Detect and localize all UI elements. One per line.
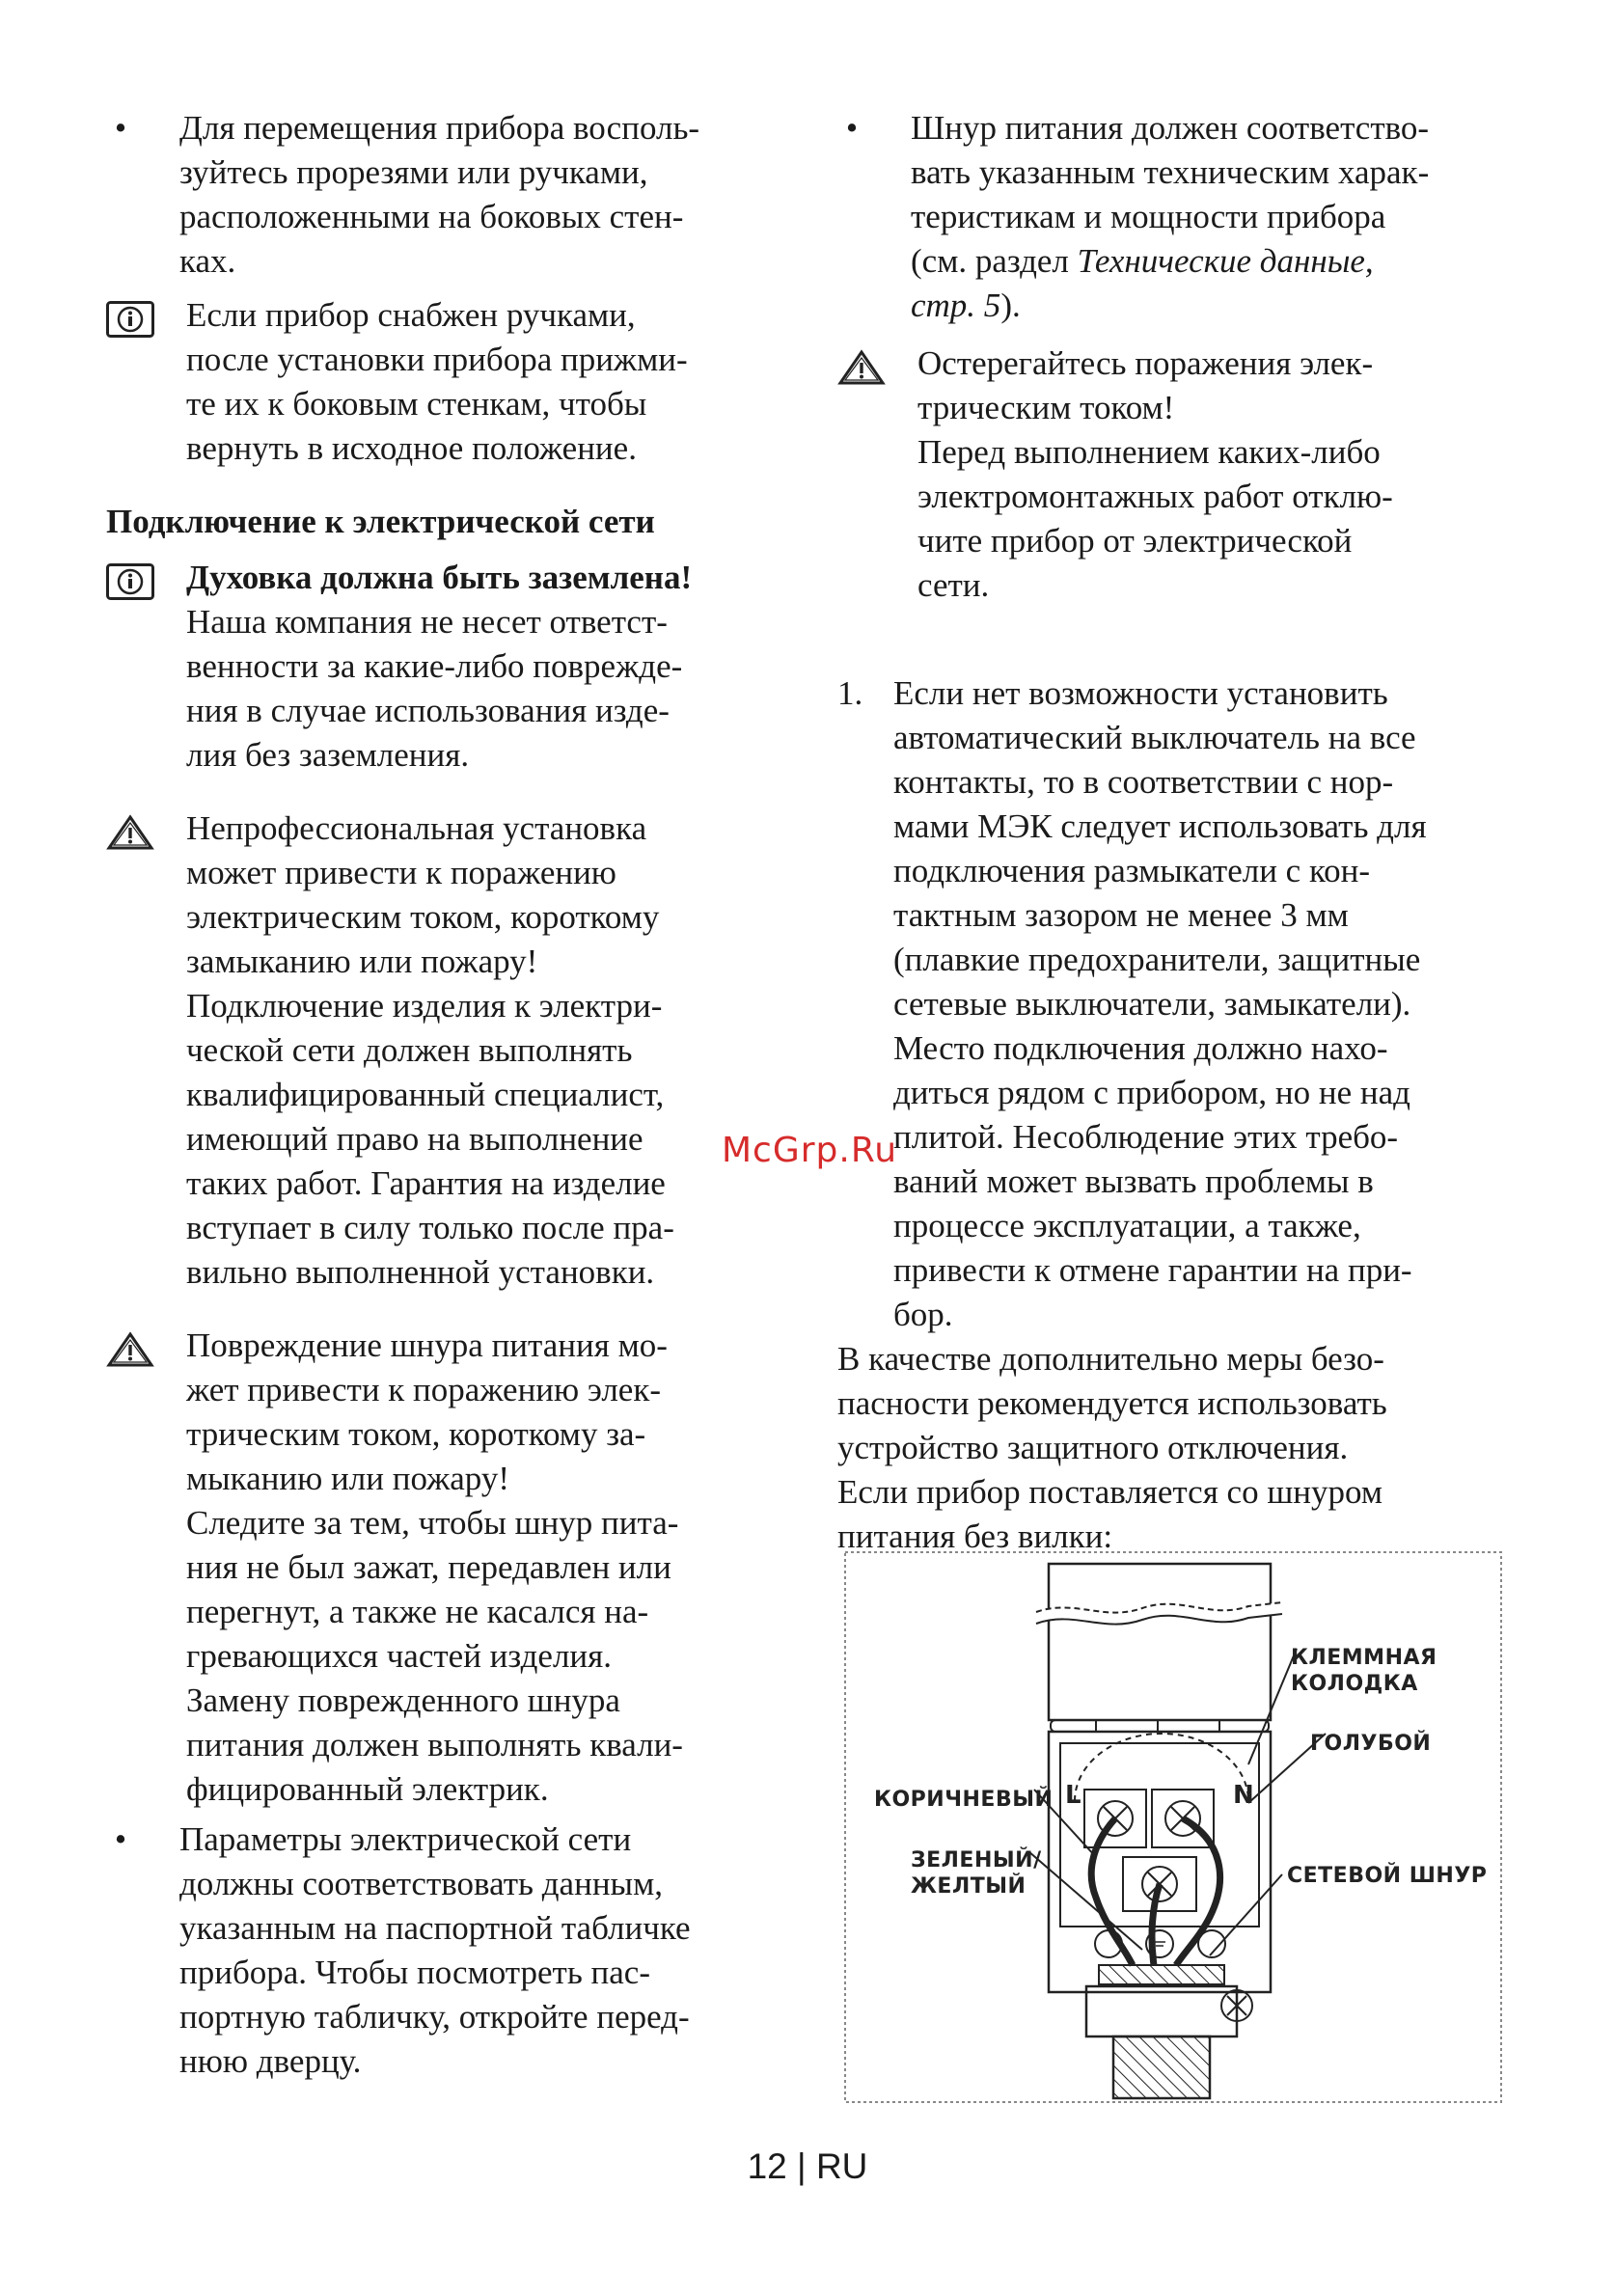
warning-text: Повреждение шнура питания мо- жет привести к поражению элек- трическим током, короткому за- мыканию или пожару! Следите за тем, чтобы шнур пита- ния не был зажат, передавлен или перегнут, а также не касался на- гревающихся частей изделия. Замену поврежденного шнура питания должен выполнять квали- фицированный электрик. xyxy=(186,1326,683,1808)
terminal-letter-n: N xyxy=(1233,1781,1254,1810)
info-icon xyxy=(106,301,154,338)
bullet-text xyxy=(911,106,1532,328)
label-green-yellow-wire: ЗЕЛЕНЫЙ/ ЖЕЛТЫЙ xyxy=(911,1848,1042,1899)
label-terminal-block: КЛЕММНАЯ КОЛОДКА xyxy=(1291,1646,1437,1696)
wiring-diagram xyxy=(843,1550,1503,2104)
safety-paragraph: В качестве дополнительно меры безо- пасности рекомендуется использовать устройство защитного отключения. Если прибор поставляется со шнуром питания без вилки: xyxy=(837,1340,1387,1555)
terminal-block xyxy=(1049,1732,1271,1992)
bullet-dot: • xyxy=(114,1820,127,1858)
label-blue-wire: ГОЛУБОЙ xyxy=(1310,1732,1432,1756)
right-column xyxy=(837,106,1532,1559)
warning-text: Непрофессиональная установка может привести к поражению электрическим током, короткому замыканию или пожару! Подключение изделия к электри- ческой сети должен выполнять квалифицированный специалист, имеющий право на выполнение таких работ. Гарантия на изделие вступает в силу только после пра- вильно выполненной установки. xyxy=(186,809,674,1291)
bullet-text-main: Шнур питания должен соответство- вать указанным техническим харак- теристикам и мощности прибора (см. раздел xyxy=(911,109,1430,280)
wire-green-yellow xyxy=(1152,1884,1160,1965)
info-text: Наша компания не несет ответст- венности за какие-либо поврежде- ния в случае использования изде- лия без заземления. xyxy=(186,603,683,774)
warning-note-cord xyxy=(106,1324,781,1812)
warning-triangle-icon xyxy=(837,349,886,386)
label-brown-wire: КОРИЧНЕВЫЙ xyxy=(874,1788,1054,1812)
info-note-grounding xyxy=(106,556,781,778)
page-footer xyxy=(0,2146,1615,2187)
warning-triangle-icon xyxy=(106,814,154,851)
page-language: RU xyxy=(815,2146,868,2186)
info-icon xyxy=(106,563,154,600)
bullet-item-moving xyxy=(106,106,781,284)
appliance-body xyxy=(1049,1564,1271,1720)
bullet-text-end: ). xyxy=(1000,287,1021,324)
grounding-warning-title: Духовка должна быть заземлена! xyxy=(186,559,693,596)
footer-separator: | xyxy=(797,2146,816,2186)
label-power-cord: СЕТЕВОЙ ШНУР xyxy=(1287,1864,1488,1888)
tech-data-reference: Технические данные, стр. 5 xyxy=(911,242,1374,324)
numbered-item-1 xyxy=(837,671,1532,1337)
left-column xyxy=(106,106,781,2084)
terminal-letter-l: L xyxy=(1065,1781,1081,1810)
warning-note-shock xyxy=(837,342,1532,608)
power-cord xyxy=(1113,2036,1210,2098)
connector-rail xyxy=(1051,1720,1269,1732)
info-note-handles xyxy=(106,293,781,471)
wire-brown xyxy=(1091,1818,1133,1965)
warning-triangle-icon xyxy=(106,1331,154,1368)
numbered-item-text: Если нет возможности установить автоматический выключатель на все контакты, то в соответствии с нор- мами МЭК следует использовать для подключения размыкатели с кон- тактным зазором не менее 3 мм (плавкие предохранители, защитные сетевые выключатели, замыкатели). Место подключения должно нахо- диться рядом с прибором, но не над плитой. Несоблюдение этих требо- ваний может вызвать проблемы в процессе эксплуатации, а также, привести к отмене гарантии на при- бор. xyxy=(893,674,1427,1333)
bullet-text: Параметры электрической сети должны соответствовать данным, указанным на паспортной табличке прибора. Чтобы посмотреть пас- портную табличку, откройте перед- нюю дверцу. xyxy=(179,1820,691,2080)
warning-note-installation xyxy=(106,806,781,1295)
bullet-dot: • xyxy=(114,109,127,147)
page-number: 12 xyxy=(747,2146,787,2186)
info-text: Если прибор снабжен ручками, после установки прибора прижми- те их к боковым стенкам, чтобы вернуть в исходное положение. xyxy=(186,296,688,467)
bullet-dot: • xyxy=(845,109,859,147)
watermark: McGrp.Ru xyxy=(722,1131,898,1170)
wiring-diagram-drawing xyxy=(843,1550,1503,2104)
bullet-text: Для перемещения прибора восполь- зуйтесь прорезями или ручками, расположенными на боковых стен- ках. xyxy=(179,109,700,280)
warning-text: Остерегайтесь поражения элек- трическим током! Перед выполнением каких-либо электромонтажных работ отклю- чите прибор от электрической сети. xyxy=(917,344,1393,604)
bullet-item-parameters xyxy=(106,1818,781,2084)
item-number: 1. xyxy=(837,674,863,712)
section-heading: Подключение к электрической сети xyxy=(106,503,655,540)
bullet-item-cord xyxy=(837,106,1532,328)
